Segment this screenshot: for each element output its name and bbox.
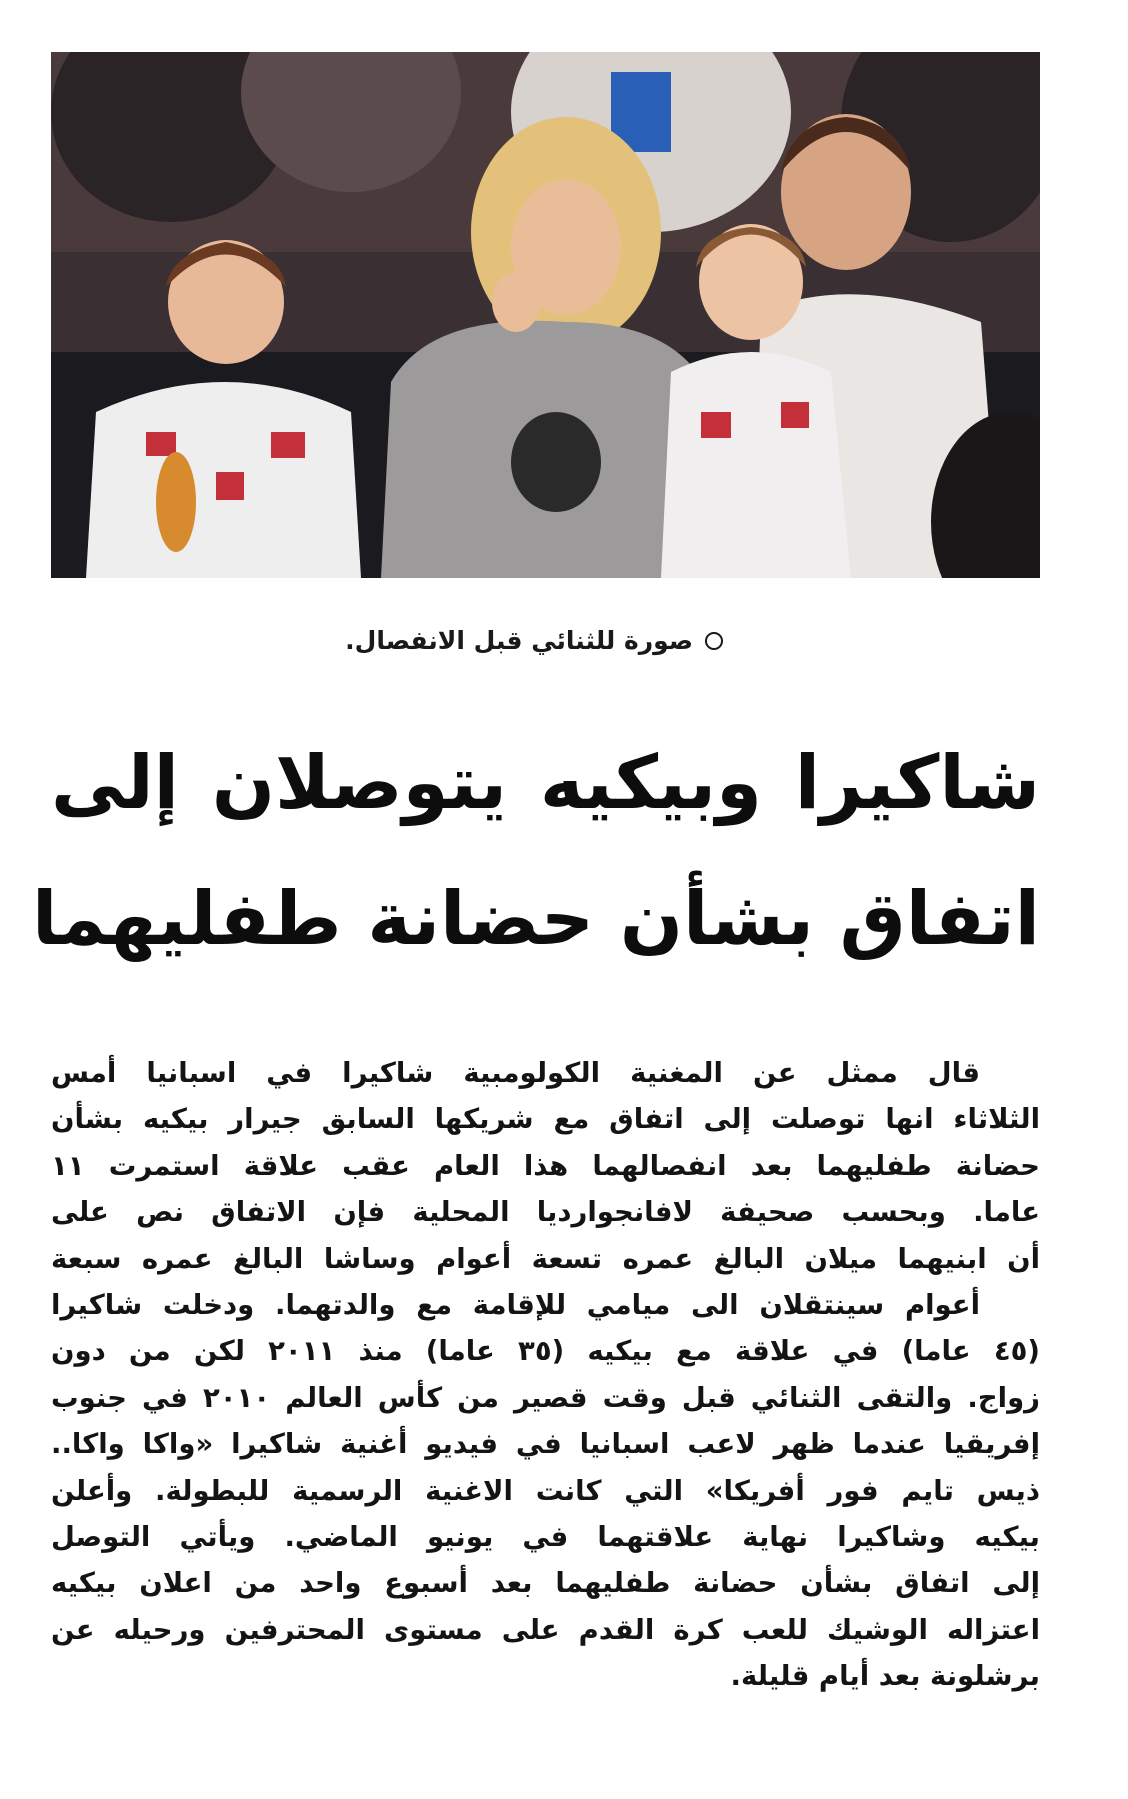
headline (32, 715, 1040, 987)
headline-line: شاكيرا وبيكيه يتوصلان إلى (51, 740, 1040, 826)
article-line: إلى اتفاق بشأن حضانة طفليهما بعد أسبوع واحد من اعلان بيكيه (51, 1567, 1040, 1600)
article-line: عاما. وبحسب صحيفة لافانجوارديا المحلية فإن الاتفاق نص على (51, 1196, 1040, 1229)
article-line: قال ممثل عن المغنية الكولومبية شاكيرا في اسبانيا أمس (51, 1057, 980, 1089)
article-line: برشلونة بعد أيام قليلة. (730, 1660, 1040, 1693)
article-line: الثلاثاء انها توصلت إلى اتفاق مع شريكها السابق جيرار بيكيه بشأن (51, 1103, 1040, 1136)
news-photo (51, 52, 1040, 578)
article-line: حضانة طفليهما بعد انفصالهما هذا العام عقب علاقة استمرت ١١ (51, 1149, 1040, 1182)
article-line: بيكيه وشاكيرا نهاية علاقتهما في يونيو الماضي. ويأتي التوصل (51, 1521, 1040, 1554)
circle-bullet-icon (705, 632, 723, 650)
headline-line: اتفاق بشأن حضانة طفليهما (32, 876, 1040, 962)
article-line: ذيس تايم فور أفريكا» التي كانت الاغنية الرسمية للبطولة. وأعلن (51, 1474, 1040, 1507)
article-line: (٤٥ عاما) في علاقة مع بيكيه (٣٥ عاما) منذ ٢٠١١ لكن من دون (51, 1335, 1040, 1368)
photo-caption-text: صورة للثنائي قبل الانفصال. (345, 626, 693, 655)
family-photo-image (51, 52, 1040, 578)
photo-caption (345, 626, 723, 655)
article-line: زواج. والتقى الثنائي قبل وقت قصير من كأس العالم ٢٠١٠ في جنوب (51, 1381, 1040, 1414)
article-line: أن ابنيهما ميلان البالغ عمره تسعة أعوام وساشا البالغ عمره سبعة (51, 1242, 1040, 1275)
article-line: إفريقيا عندما ظهر لاعب اسبانيا في فيديو أغنية شاكيرا «واكا واكا.. (51, 1428, 1040, 1461)
article-line: اعتزاله الوشيك للعب كرة القدم على مستوى المحترفين ورحيله عن (51, 1613, 1040, 1646)
article-line: أعوام سينتقلان الى ميامي للإقامة مع والدتهما. ودخلت شاكيرا (51, 1289, 980, 1322)
article-body (51, 1050, 1040, 1700)
